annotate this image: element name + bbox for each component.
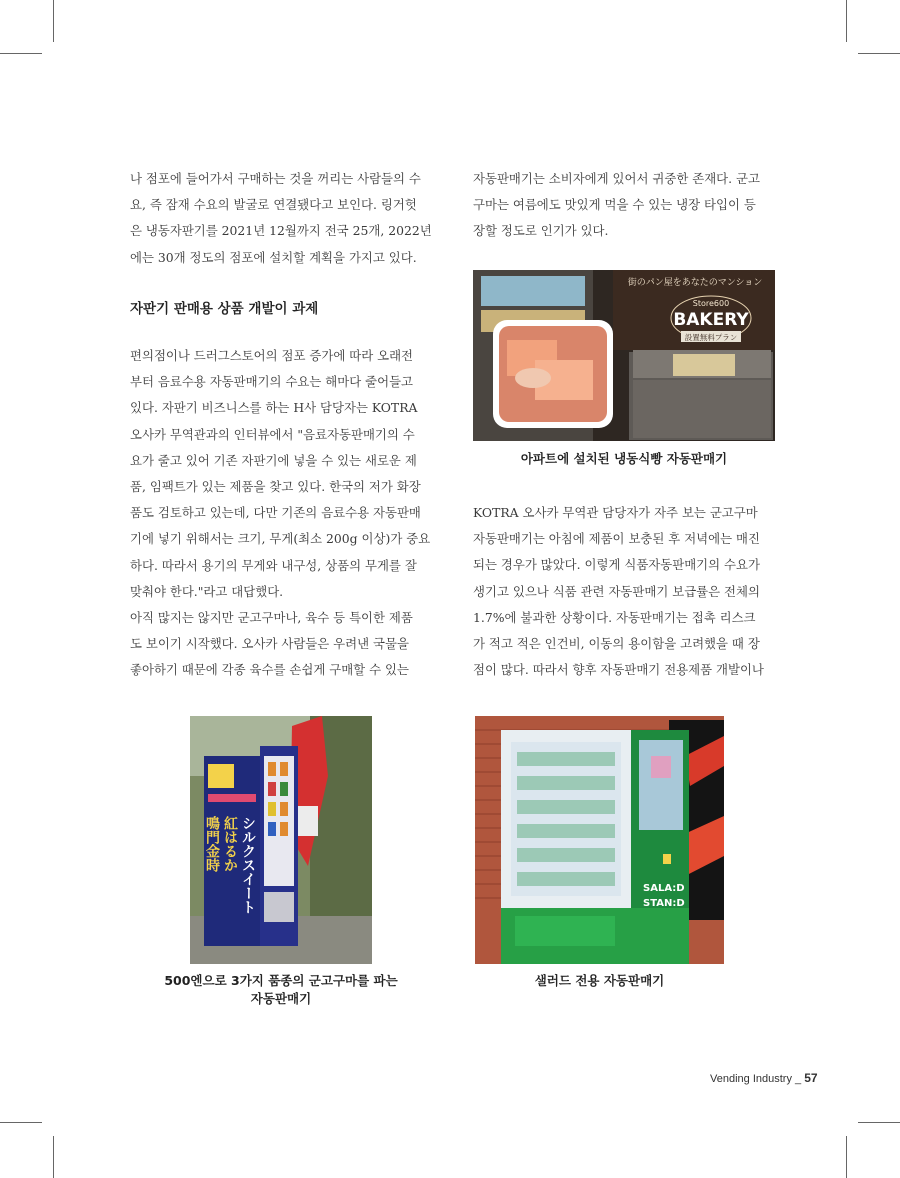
text-line: 자동판매기는 아침에 제품이 보충된 후 저녁에는 매진 [473, 531, 760, 547]
salad-illustration [475, 716, 724, 964]
text-line: 오사카 무역관과의 인터뷰에서 "음료자동판매기의 수 [130, 426, 415, 442]
crop-mark [846, 0, 847, 42]
text-line: 1.7%에 불과한 상황이다. 자동판매기는 접촉 리스크 [473, 609, 756, 625]
text-line: 나 점포에 들어가서 구매하는 것을 꺼리는 사람들의 수 [130, 171, 421, 186]
text-line: 품, 임팩트가 있는 제품을 찾고 있다. 한국의 저가 화장 [130, 479, 421, 495]
salad-vending-photo [475, 716, 724, 964]
section-heading: 자판기 판매용 상품 개발이 과제 [130, 301, 319, 317]
crop-mark [53, 0, 54, 42]
left-para-2 [130, 343, 430, 684]
crop-mark [858, 53, 900, 54]
text-line: 점이 많다. 따라서 향후 자동판매기 전용제품 개발이나 [473, 662, 764, 678]
bakery-vending-photo [473, 270, 775, 441]
caption-line: 자동판매기 [250, 991, 312, 1006]
sweet-potato-vending-photo [190, 716, 372, 964]
text-line: 요가 줄고 있어 기존 자판기에 넣을 수 있는 새로운 제 [130, 452, 417, 468]
crop-mark [0, 1122, 42, 1123]
text-line: KOTRA 오사카 무역관 담당자가 자주 보는 군고구마 [473, 505, 758, 520]
variety-silk-sweet: シルクスイート [240, 816, 256, 914]
text-line: 좋아하기 때문에 각종 육수를 손쉽게 구매할 수 있는 [130, 662, 409, 678]
text-line: 생기고 있으나 식품 관련 자동판매기 보급률은 전체의 [473, 583, 760, 599]
text-line: 가 적고 적은 인건비, 이동의 용이함을 고려했을 때 장 [473, 636, 760, 652]
text-line: 품도 검토하고 있는데, 다만 기존의 음료수용 자동판매 [130, 505, 421, 521]
text-line: 기에 넣기 위해서는 크기, 무게(최소 200g 이상)가 중요 [130, 531, 431, 547]
page-footer [710, 1071, 818, 1085]
text-line: 요, 즉 잠재 수요의 발굴로 연결됐다고 보인다. 링거헛 [130, 197, 417, 213]
text-line: 편의점이나 드러그스토어의 점포 증가에 따라 오래전 [130, 348, 414, 363]
plan-text: 設置無料プラン [684, 333, 738, 342]
bakery-illustration [473, 270, 775, 441]
bakery-caption: 아파트에 설치된 냉동식빵 자동판매기 [520, 451, 728, 466]
text-line: 자동판매기는 소비자에게 있어서 귀중한 존재다. 군고 [473, 171, 760, 186]
text-line: 장할 정도로 인기가 있다. [473, 223, 609, 239]
bakery-brand: BAKERY [673, 310, 749, 330]
variety-naruto-kintoki: 鳴門金時 [204, 816, 220, 872]
salad-logo-2: STAN:D [643, 898, 685, 909]
text-line: 있다. 자판기 비즈니스를 하는 H사 담당자는 KOTRA [130, 400, 418, 416]
crop-mark [53, 1136, 54, 1178]
text-line: 되는 경우가 많았다. 이렇게 식품자동판매기의 수요가 [473, 557, 760, 573]
crop-mark [846, 1136, 847, 1178]
page-number: 57 [804, 1071, 818, 1085]
text-line: 에는 30개 정도의 점포에 설치할 계획을 가지고 있다. [130, 249, 417, 265]
text-line: 하다. 따라서 용기의 무게와 내구성, 상품의 무게를 잘 [130, 557, 417, 573]
text-line: 부터 음료수용 자동판매기의 수요는 해마다 줄어들고 [130, 374, 414, 390]
salad-caption: 샐러드 전용 자동판매기 [534, 973, 665, 988]
text-line: 도 보이기 시작했다. 오사카 사람들은 우려낸 국물을 [130, 636, 409, 652]
right-para-1 [473, 166, 760, 245]
text-line: 아직 많지는 않지만 군고구마나, 육수 등 특이한 제품 [130, 610, 413, 626]
salad-logo-1: SALA:D [643, 883, 685, 894]
caption-line: 500엔으로 3가지 품종의 군고구마를 파는 [164, 973, 398, 988]
store-name: Store600 [692, 299, 730, 308]
text-line: 은 냉동자판기를 2021년 12월까지 전국 25개, 2022년 [130, 223, 432, 239]
crop-mark [0, 53, 42, 54]
sweet-potato-illustration [190, 716, 372, 964]
magazine-name: Vending Industry _ [710, 1073, 802, 1085]
sweet-potato-caption [140, 972, 422, 1008]
text-line: 맞춰야 한다."라고 대답했다. [130, 583, 284, 599]
variety-beni-haruka: 紅はるか [222, 816, 238, 872]
right-para-2 [473, 500, 764, 683]
text-line: 구마는 여름에도 맛있게 먹을 수 있는 냉장 타입이 등 [473, 197, 756, 213]
crop-mark [858, 1122, 900, 1123]
left-para-1 [130, 166, 432, 271]
sign-top-text: 街のパン屋をあなたのマンション [627, 278, 763, 288]
